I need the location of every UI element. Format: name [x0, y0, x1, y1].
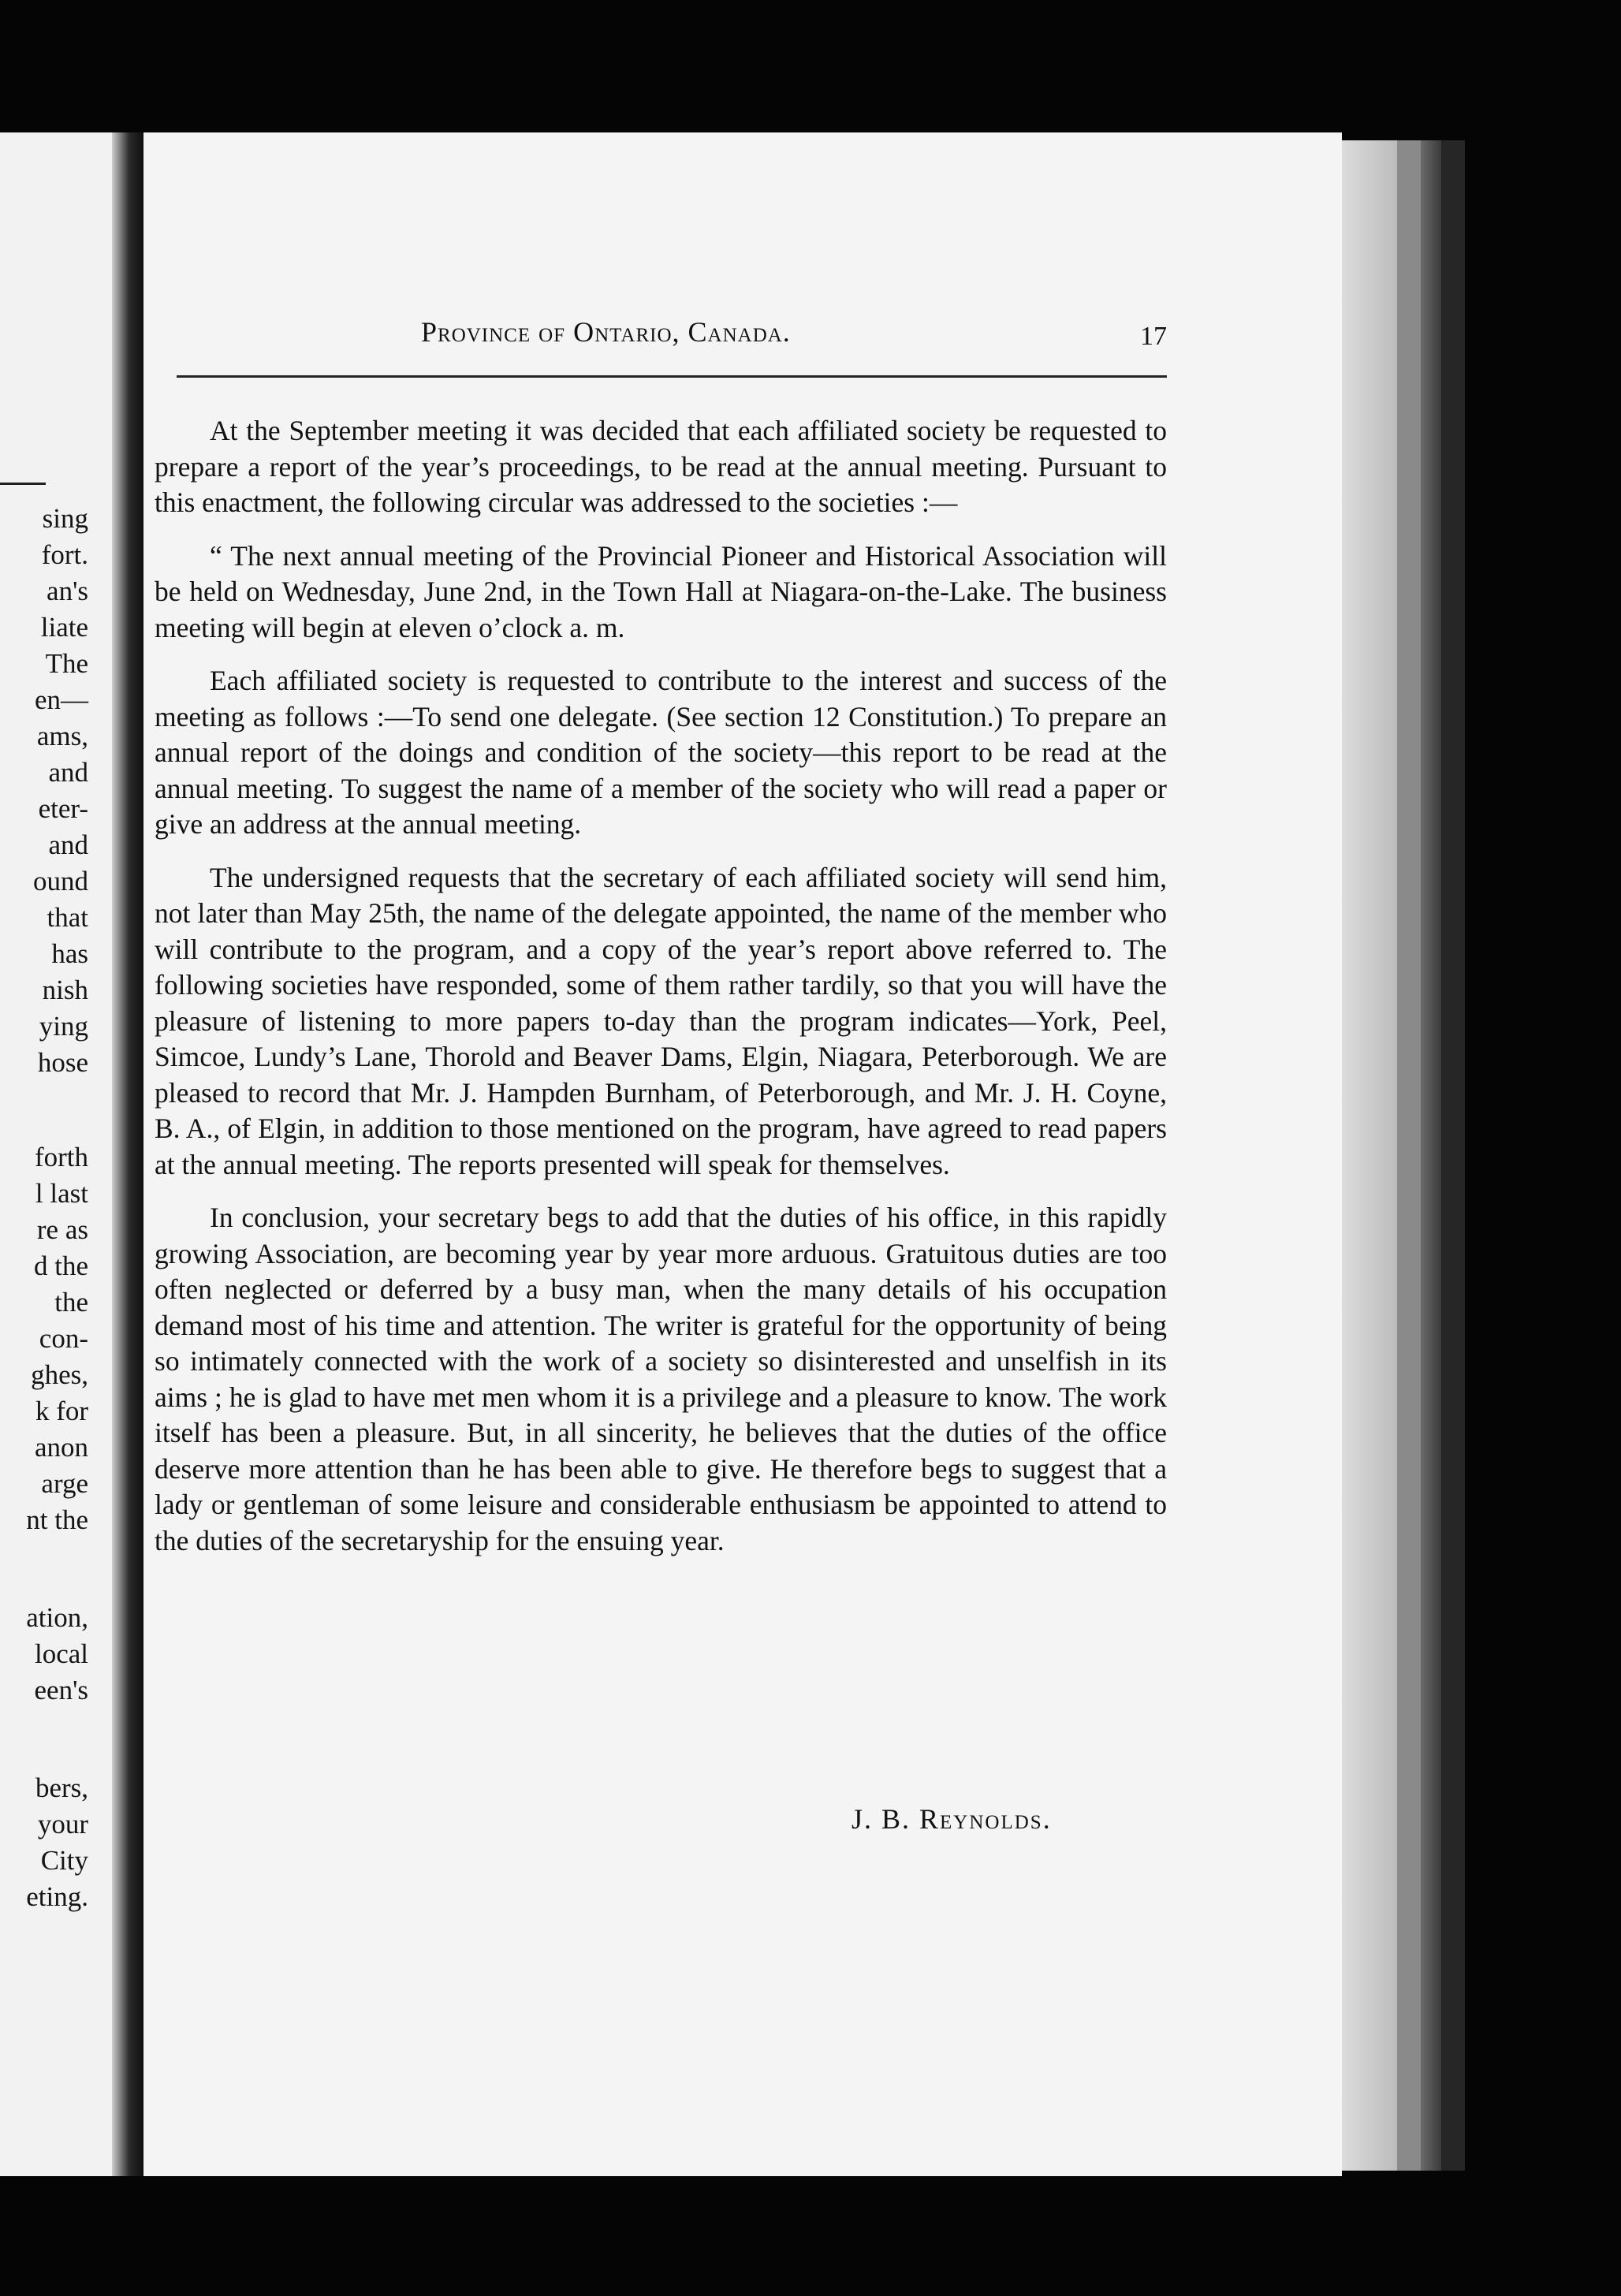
- facing-page-text: nish: [42, 975, 88, 1005]
- page-edge: [1342, 140, 1397, 2171]
- facing-page-text: d the: [33, 1250, 88, 1281]
- facing-page-text: and: [48, 757, 88, 788]
- paragraph: In conclusion, your secretary begs to add that the duties of his office, in this rapidly growing Association, are becoming year by year more arduous. Gratuitous duties are too often neglected or deferred by a busy man, when the many details of his occupation demand most of his time and attention. The writer is grateful for the opportunity of being so intimately connected with the work of a society so disinterested and unselfish in its aims ; he is glad to have met men whom it is a privilege and a pleasure to know. The work itself has been a pleasure. But, in all sincerity, he believes that the duties of the office deserve more attention than he has been able to give. He therefore begs to suggest that a lady or gentleman of some leisure and considerable enthusiasm be appointed to attend to the duties of the secretaryship for the ensuing year.: [155, 1202, 1167, 1556]
- book-gutter: [112, 132, 143, 2176]
- facing-page-text: re as: [36, 1214, 88, 1245]
- facing-page-text: liate: [40, 612, 88, 643]
- paragraph: Each affiliated society is requested to contribute to the interest and success of the meeting as follows :—To send one delegate. (See section 12 Constitution.) To prepare an annual report of the doings and condition of the society—this report to be read at the annual meeting. To suggest the name of a member of the society who will read a paper or give an address at the annual meeting.: [155, 665, 1167, 840]
- facing-page-fragment: [0, 132, 112, 2176]
- facing-page-text: ation,: [26, 1602, 88, 1633]
- facing-page-text: ying: [39, 1011, 88, 1042]
- facing-page-text: nt the: [26, 1504, 88, 1535]
- facing-page-text: l last: [35, 1178, 88, 1209]
- facing-page-text: local: [34, 1638, 88, 1669]
- page-number: 17: [1140, 322, 1167, 351]
- facing-page-text: your: [37, 1809, 88, 1839]
- running-head: Province of Ontario, Canada.: [421, 316, 791, 348]
- paragraph: The undersigned requests that the secretary of each affiliated society will send him, not later than May 25th, the name of the delegate appointed, the name of the member who will contribute to the program, and a copy of the year’s report above referred to. The following societies have responded, some of them rather tardily, so that you will have the pleasure of listening to more papers to-day than the program indicates—York, Peel, Simcoe, Lundy’s Lane, Thorold and Beaver Dams, Elgin, Niagara, Peterborough. We are pleased to record that Mr. J. Hampden Burnham, of Peterborough, and Mr. J. H. Coyne, B. A., of Elgin, in addition to those mentioned on the program, have agreed to read papers at the annual meeting. The reports presented will speak for themselves.: [155, 861, 1167, 1180]
- facing-page-text: con-: [39, 1323, 88, 1354]
- page-edge: [1397, 140, 1421, 2171]
- facing-page-text: bers,: [35, 1772, 88, 1803]
- page-edge: [1421, 140, 1441, 2171]
- facing-page-text: eting.: [26, 1881, 88, 1912]
- facing-page-text: The: [45, 648, 88, 679]
- facing-page-text: een's: [34, 1675, 88, 1705]
- facing-page-text: ams,: [36, 721, 88, 751]
- facing-page-text: anon: [34, 1432, 88, 1463]
- facing-page-text: fort.: [41, 539, 88, 570]
- body-text: [155, 413, 1167, 1576]
- facing-page-text: and: [48, 829, 88, 860]
- facing-page-text: has: [51, 938, 88, 969]
- signature: J. B. Reynolds.: [851, 1803, 1052, 1835]
- facing-page-rule: [0, 483, 46, 485]
- header-rule: [177, 375, 1167, 378]
- facing-page-text: that: [47, 902, 88, 933]
- facing-page-text: k for: [35, 1396, 88, 1426]
- facing-page-text: an's: [47, 576, 88, 606]
- facing-page-text: ound: [33, 866, 88, 896]
- facing-page-text: sing: [42, 503, 88, 534]
- facing-page-text: City: [40, 1845, 88, 1876]
- paragraph: “ The next annual meeting of the Provincial Pioneer and Historical Association will be held on Wednesday, June 2nd, in the Town Hall at Niagara-on-the-Lake. The business meeting will begin at eleven o’clock a. m.: [155, 539, 1167, 643]
- facing-page-text: eter-: [38, 793, 88, 824]
- facing-page-text: en—: [34, 684, 88, 715]
- facing-page-text: ghes,: [31, 1359, 88, 1390]
- facing-page-text: hose: [37, 1047, 88, 1078]
- facing-page-text: arge: [41, 1468, 88, 1499]
- page-header: [173, 315, 1167, 355]
- facing-page-text: the: [54, 1287, 88, 1318]
- page-edge: [1441, 140, 1465, 2171]
- facing-page-text: forth: [34, 1142, 88, 1172]
- paragraph: At the September meeting it was decided that each affiliated society be requested to prepare a report of the year’s proceedings, to be read at the annual meeting. Pursuant to this enactment, the following circular was addressed to the societies :—: [155, 415, 1167, 518]
